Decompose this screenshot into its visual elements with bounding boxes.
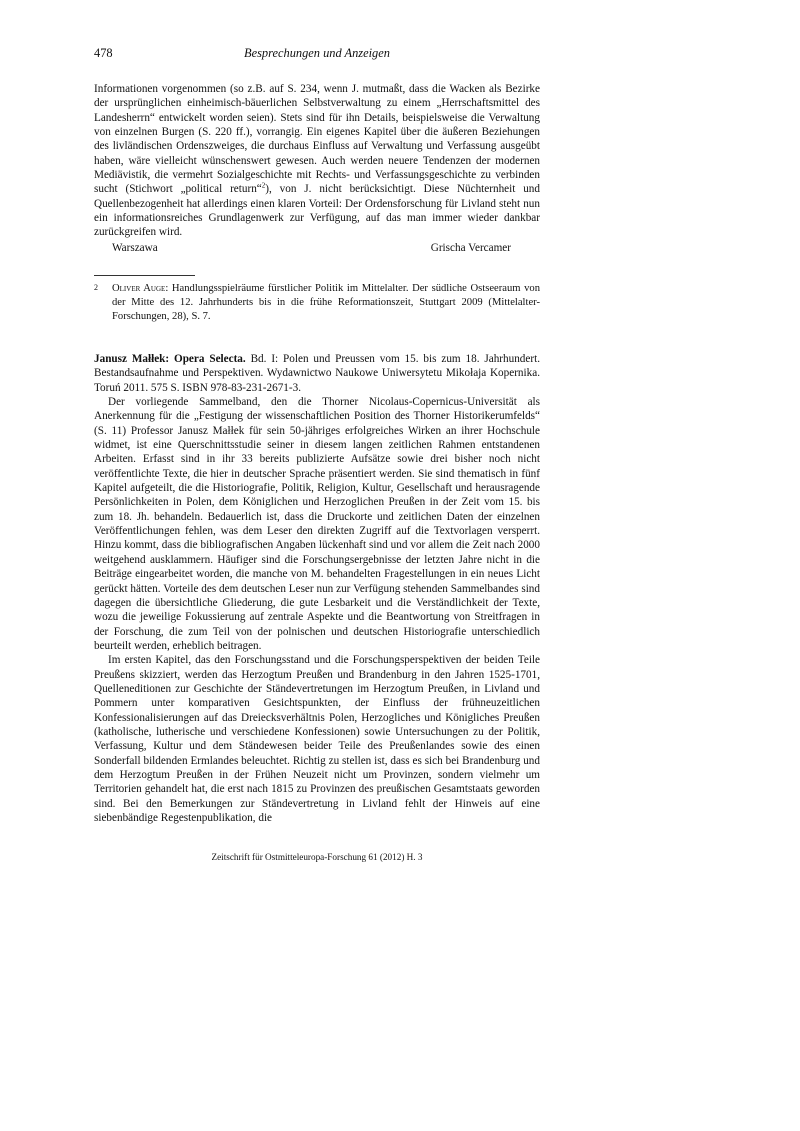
footnote-text: Oliver Auge: Handlungsspielräume fürstlicher Politik im Mittelalter. Der südliche Ostseeraum von der Mitte des 12. Jahrhunderts bis in die frühe Reformationszeit, Stuttgart 2009 (Mittelalter-Forschungen, 28), S. 7. <box>112 283 541 322</box>
footnote-reference[interactable]: 2 <box>261 181 266 190</box>
review-book-title: Janusz Małłek: Opera Selecta. <box>94 353 246 365</box>
footnote <box>94 282 540 324</box>
review-signature <box>94 241 540 255</box>
reviewer-name: Grischa Vercamer <box>430 241 511 254</box>
footnote-number: 2 <box>94 283 98 292</box>
review-paragraph: Informationen vorgenommen (so z.B. auf S. 234, wenn J. mutmaßt, dass die Wacken als Bezirke der ursprünglichen einheimisch-bäuerlichen Selbstverwaltung zu einem „Herrschaftsmittel des Landesherrn“ entwickelt worden seien). Stets sind für ihn Details, beispielsweise die Verwaltung von einzelnen Burgen (S. 220 ff.), vorrangig. Ein eigenes Kapitel über die äußeren Beziehungen des livländischen Ordenszweiges, die durchaus Einfluss auf Verwaltung und Verfassung ausgeübt haben, wäre vielleicht wünschenswert gewesen. Auch werden neuere Tendenzen der modernen Mediävistik, die vermehrt Sozialgeschichte mit Rechts- und Verfassungsgeschichte zu verbinden sucht (Stichwort „political return“$^2$), von J. nicht berücksichtigt. Diese Nüchternheit und Quellenbezogenheit hat allerdings einen klaren Vorteil: Der Ordensforschung für Livland steht nun ein informationsreiches Grundlagenwerk zur Verfügung, auf das man immer wieder dankbar zurückgreifen wird. <box>94 83 540 239</box>
review-heading <box>94 352 540 395</box>
page-number: 478 <box>94 46 113 60</box>
review-continuation <box>94 82 540 255</box>
review-new <box>94 352 540 825</box>
review-paragraph: Im ersten Kapitel, das den Forschungsstand und die Forschungsperspektiven der beiden Teile Preußens skizziert, werden das Herzogtum Preußen und Brandenburg in den Jahren 1525-1701, Quelleneditionen zur Geschichte der Ständevertretungen im Herzogtum Preußen, in Livland und Pommern unter komparativen Gesichtspunkten, der Einfluss der frühneuzeitlichen Konfessionalisierungen auf das Dreiecksverhältnis Polen, Herzogliches und Königliches Preußen (katholische, lutherische und verschiedene Konfessionen) sowie Untersuchungen zu der Politik, Verfassung, Kultur und dem Ständewesen beider Teile des Preußenlandes sowie des einen Sonderfall bildenden Ermlandes beleuchtet. Richtig zu stellen ist, dass es sich bei Brandenburg und dem Herzogtum Preußen in der Frühen Neuzeit nicht um Provinzen, sondern vielmehr um Territorien gehandelt hat, die erst nach 1815 zu Provinzen des preußischen Gesamtstaats geworden sind. Bei den Bemerkungen zur Ständevertretung in Livland fehlt der Hinweis auf eine siebenbändige Regestenpublikation, die <box>94 654 540 824</box>
journal-footer: Zeitschrift für Ostmitteleuropa-Forschung 61 (2012) H. 3 <box>211 852 423 862</box>
reviewer-city: Warszawa <box>112 241 158 254</box>
review-paragraph: Der vorliegende Sammelband, den die Thorner Nicolaus-Copernicus-Universität als Anerkennung für die „Festigung der wissenschaftlichen Position des Thorner Historikerumfelds“ (S. 11) Professor Janusz Małłek für sein 50-jähriges erfolgreiches Wirken an ihrer Hochschule widmet, ist eine Querschnittsstudie seiner in diesem langen zeitlichen Rahmen entstandenen Arbeiten. Erfasst sind in ihr 33 bereits publizierte Aufsätze sowie drei bisher noch nicht veröffentlichte Texte, die hier in deutscher Sprache präsentiert werden. Sie sind thematisch in fünf Kapitel aufgeteilt, die die Historiografie, Politik, Religion, Kultur, Gesellschaft und herausragende Persönlichkeiten in Polen, dem Königlichen und Herzoglichen Preußen in der Zeit vom 15. bis zum 18. Jh. behandeln. Bedauerlich ist, dass die Druckorte und zeitlichen Daten der einzelnen Veröffentlichungen fehlen, was dem Leser den direkten Zugriff auf die Textvorlagen versperrt. Hinzu kommt, dass die bibliografischen Angaben lückenhaft sind und vor allem die Zeit nach 2000 weitgehend ausklammern. Häufiger sind die Forschungsergebnisse der letzten Jahre nicht in die Beiträge eingearbeitet worden, die manche von M. behandelten Fragestellungen in ein neues Licht gerückt hätten. Vorteile des dem deutschen Leser nun zur Verfügung stehenden Sammelbandes sind dagegen die übersichtliche Gliederung, die gute Lesbarkeit und die Verständlichkeit der Texte, wozu die jeweilige Fokussierung auf zentrale Aspekte und die Beantwortung von Streitfragen in der Forschung, die zum Teil von der polnischen und deutschen Historiografie unterschiedlich beurteilt werden, erheblich beitragen. <box>94 396 540 652</box>
footnote-author: Oliver Auge <box>112 283 166 294</box>
running-title: Besprechungen und Anzeigen <box>244 46 390 60</box>
running-header <box>94 46 540 64</box>
review-book-details: Bd. I: Polen und Preussen vom 15. bis zum 18. Jahrhundert. Bestandsaufnahme und Perspektiven. Wydawnictwo Naukowe Uniwersytetu Mikołaja Kopernika. Toruń 2011. 575 S. ISBN 978-83-231-2671-3. <box>94 353 540 394</box>
footnote-divider <box>94 275 195 276</box>
